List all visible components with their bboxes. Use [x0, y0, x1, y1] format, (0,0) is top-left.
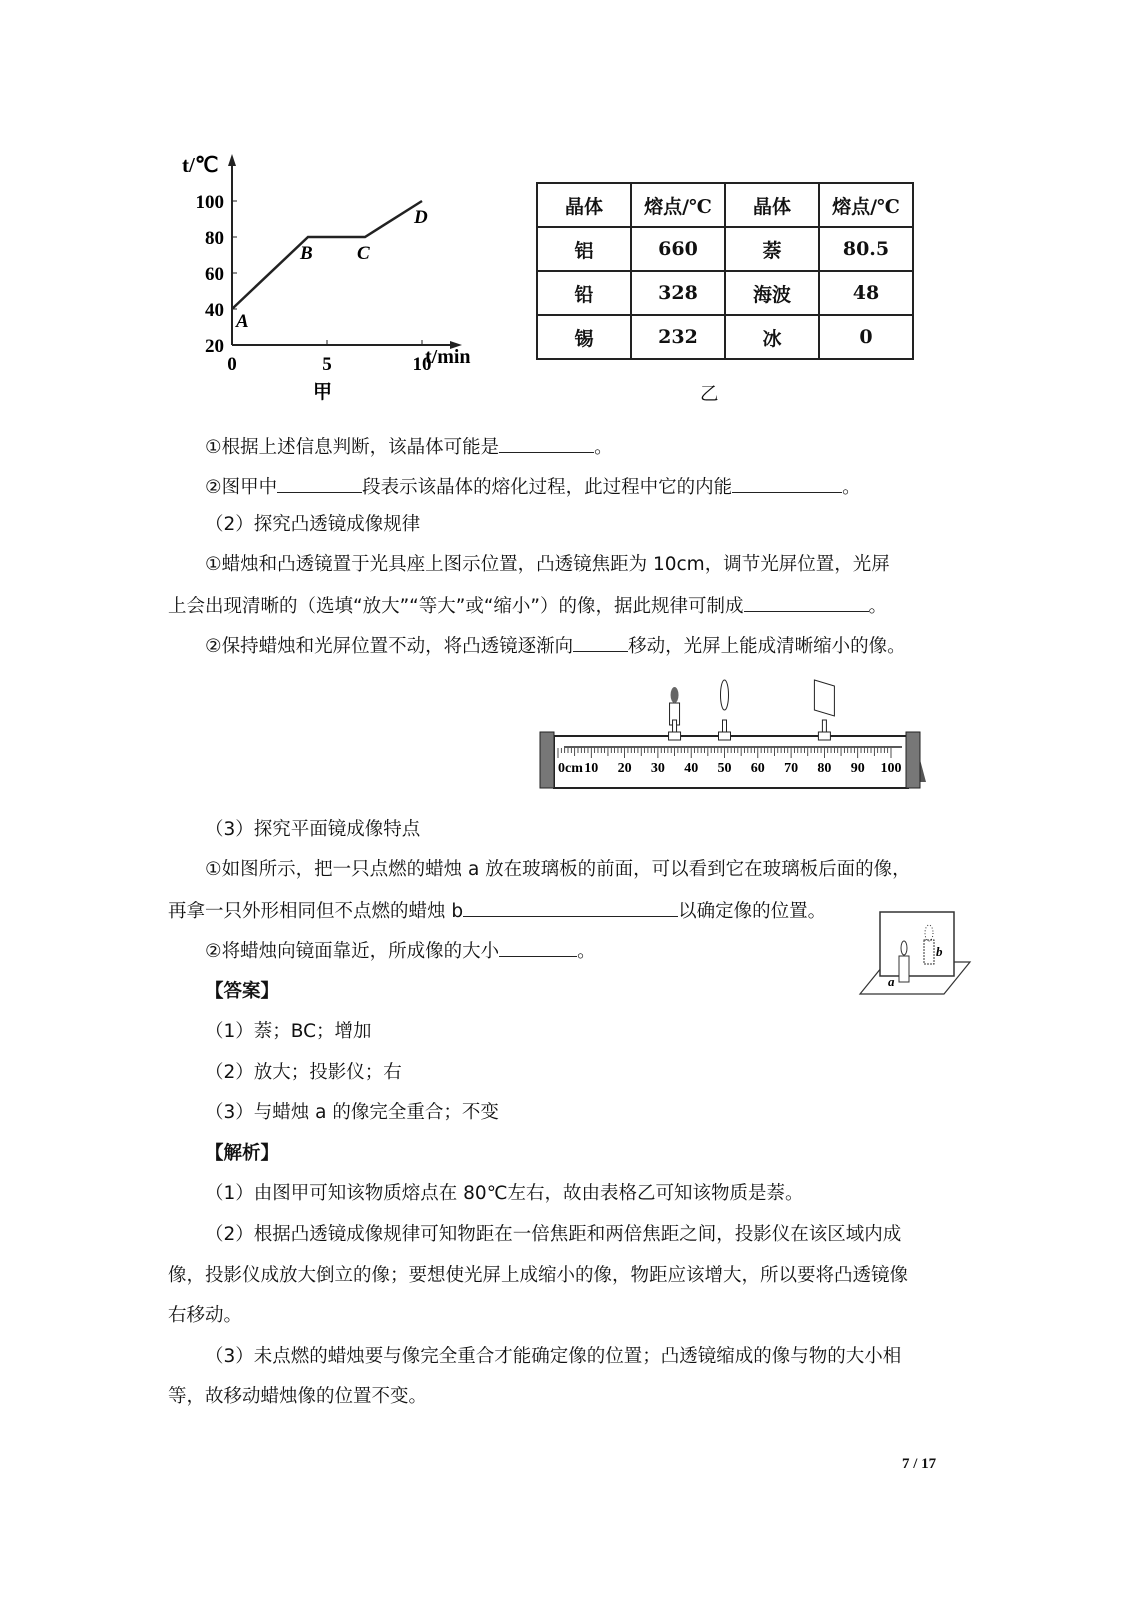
q3-title: （3）探究平面镜成像特点	[205, 819, 421, 840]
light-screen	[814, 680, 834, 716]
table-cell: 铝	[537, 227, 631, 271]
scale-label: 50	[717, 761, 732, 776]
table-cell: 80.5	[819, 227, 913, 271]
answer-blank	[499, 938, 577, 957]
label-b: b	[936, 944, 943, 959]
glass-plate	[880, 912, 954, 976]
text: ①根据上述信息判断，该晶体可能是	[205, 437, 500, 458]
point-label-C: C	[357, 243, 370, 264]
table-cell: 萘	[725, 227, 819, 271]
answer-3: （3）与蜡烛 a 的像完全重合；不变	[205, 1102, 499, 1123]
point-label-A: A	[236, 311, 249, 332]
scale-label: 60	[750, 761, 765, 776]
table-cell: 铅	[537, 271, 631, 315]
text: 以确定像的位置。	[678, 901, 827, 922]
x-tick-label: 0	[227, 354, 237, 375]
table-cell: 660	[631, 227, 725, 271]
answer-blank	[463, 898, 678, 917]
text: 。	[577, 941, 596, 962]
y-tick-label: 60	[205, 264, 224, 285]
x-tick-label: 10	[412, 354, 432, 375]
q1-line2	[205, 474, 861, 500]
analysis-3b: 等，故移动蜡烛像的位置不变。	[168, 1386, 428, 1407]
flame-icon	[671, 687, 679, 703]
scale-label: 30	[650, 761, 665, 776]
y-tick-label: 20	[205, 336, 224, 357]
bench-end-right	[906, 732, 920, 788]
text: 上会出现清晰的（选填“放大”“等大”或“缩小”）的像，据此规律可制成	[168, 596, 744, 617]
plane-mirror-figure	[858, 908, 973, 1000]
analysis-3a: （3）未点燃的蜡烛要与像完全重合才能确定像的位置；凸透镜缩成的像与物的大小相	[205, 1346, 902, 1367]
q3-line2	[168, 898, 826, 924]
table-cell: 海波	[725, 271, 819, 315]
table-cell: 锡	[537, 315, 631, 359]
candle-a	[899, 956, 909, 982]
scale-label: 0cm	[558, 761, 583, 776]
x-axis-label: t/min	[425, 346, 471, 368]
answer-blank	[732, 474, 842, 493]
scale-label: 10	[584, 761, 599, 776]
q2-title: （2）探究凸透镜成像规律	[205, 514, 421, 535]
answer-2: （2）放大；投影仪；右	[205, 1062, 402, 1083]
table-header-row	[537, 183, 913, 227]
y-arrow-icon	[228, 154, 236, 166]
temperature-time-graph	[170, 150, 500, 410]
page-number: 7 / 17	[902, 1456, 937, 1472]
table-header: 熔点/℃	[819, 183, 913, 227]
candle-b	[924, 940, 934, 964]
q2-line1: ①蜡烛和凸透镜置于光具座上图示位置，凸透镜焦距为 10cm，调节光屏位置，光屏	[205, 554, 890, 575]
answer-blank	[499, 434, 594, 453]
y-tick-label: 100	[195, 192, 224, 213]
analysis-1: （1）由图甲可知该物质熔点在 80℃左右，故由表格乙可知该物质是萘。	[205, 1183, 804, 1204]
q3-line1: ①如图所示，把一只点燃的蜡烛 a 放在玻璃板的前面，可以看到它在玻璃板后面的像，	[205, 859, 911, 880]
y-tick-label: 80	[205, 228, 224, 249]
q3-line3	[205, 938, 596, 964]
flame-icon	[901, 941, 907, 955]
q2-line2	[168, 593, 887, 619]
table-cell: 328	[631, 271, 725, 315]
text: 再拿一只外形相同但不点燃的蜡烛 b	[168, 901, 464, 922]
table-header: 晶体	[537, 183, 631, 227]
label-a: a	[888, 974, 895, 989]
table-row	[537, 227, 913, 271]
analysis-2c: 右移动。	[168, 1305, 243, 1326]
scale-label: 90	[850, 761, 865, 776]
answer-1: （1）萘；BC；增加	[205, 1021, 372, 1042]
graph-caption: 甲	[313, 381, 333, 403]
analysis-heading: 【解析】	[205, 1143, 280, 1164]
q2-line3	[205, 633, 906, 659]
text: ②图甲中	[205, 477, 278, 498]
bench-end-left	[540, 732, 554, 788]
text: 移动，光屏上能成清晰缩小的像。	[628, 636, 906, 657]
q1-line1	[205, 434, 613, 460]
text: 。	[868, 596, 888, 617]
analysis-2b: 像，投影仪成放大倒立的像；要想使光屏上成缩小的像，物距应该增大，所以要将凸透镜像	[168, 1265, 909, 1286]
scale-label: 40	[684, 761, 699, 776]
table-cell: 48	[819, 271, 913, 315]
graph-axes	[228, 154, 462, 349]
text: 。	[594, 437, 613, 458]
table-cell: 232	[631, 315, 725, 359]
answer-blank	[277, 474, 362, 493]
y-axis-label: t/℃	[182, 153, 219, 177]
candle	[670, 687, 680, 725]
point-label-B: B	[300, 243, 313, 264]
table-cell: 0	[819, 315, 913, 359]
scale-label: 80	[817, 761, 832, 776]
analysis-2a: （2）根据凸透镜成像规律可知物距在一倍焦距和两倍焦距之间，投影仪在该区域内成	[205, 1224, 902, 1245]
text: ②将蜡烛向镜面靠近，所成像的大小	[205, 941, 500, 962]
table-header: 熔点/℃	[631, 183, 725, 227]
answer-blank	[744, 593, 869, 612]
table-caption: 乙	[700, 384, 719, 405]
text: 段表示该晶体的熔化过程，此过程中它的内能	[362, 477, 733, 498]
melting-point-table	[536, 182, 914, 360]
y-tick-label: 40	[205, 300, 224, 321]
optical-bench-figure	[530, 670, 930, 800]
x-tick-label: 5	[322, 354, 332, 375]
graph-line	[232, 201, 422, 309]
answer-blank	[573, 633, 628, 652]
text: ②保持蜡烛和光屏位置不动，将凸透镜逐渐向	[205, 636, 574, 657]
scale-label: 100	[880, 761, 902, 776]
table-header: 晶体	[725, 183, 819, 227]
table-row	[537, 271, 913, 315]
text: 。	[842, 477, 861, 498]
answer-heading: 【答案】	[205, 981, 280, 1002]
point-label-D: D	[414, 207, 428, 228]
table-cell: 冰	[725, 315, 819, 359]
table-row	[537, 315, 913, 359]
scale-label: 70	[784, 761, 799, 776]
convex-lens	[721, 680, 729, 710]
scale-label: 20	[617, 761, 632, 776]
